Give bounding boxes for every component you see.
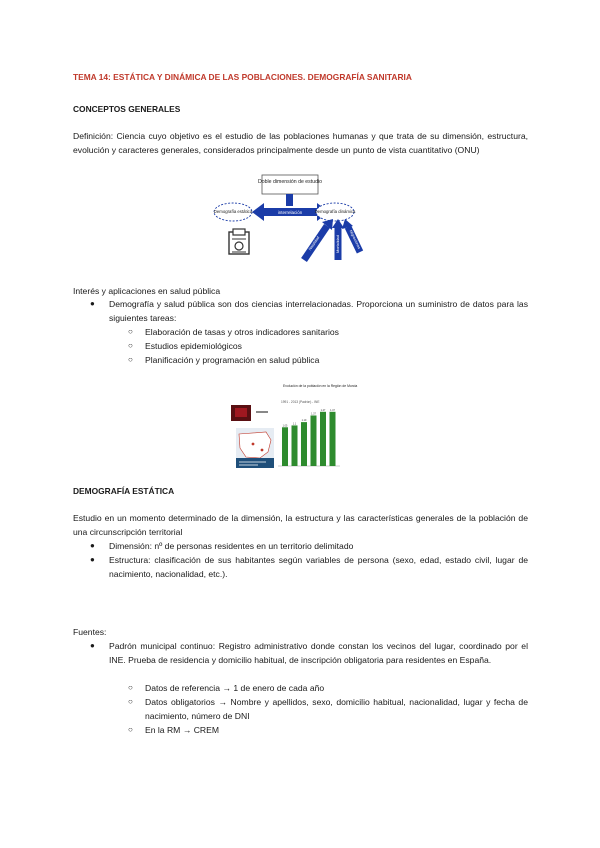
document-title: TEMA 14: ESTÁTICA Y DINÁMICA DE LAS POBLACIONES. DEMOGRAFÍA SANITARIA <box>73 72 412 82</box>
bar-value-label: 1.47 <box>320 408 326 412</box>
bullet-dot: ● <box>90 641 95 650</box>
sources-bullet-padron: Padrón municipal continuo: Registro administrativo donde constan los vecinos del lugar, coordinado por el INE. Prueba de residencia y domicilio habitual, de inscripción obligatoria para residentes en España. <box>109 641 528 665</box>
bar-1991 <box>282 427 288 466</box>
sources-subitem-1: Datos de referencia → 1 de enero de cada año <box>145 683 325 693</box>
static-label: Demografía estática <box>213 209 253 214</box>
mortality-label: Mortalidad <box>336 235 340 253</box>
sub-bullet-circle: ○ <box>128 355 133 364</box>
census-form-icon <box>226 228 252 256</box>
interest-subitem-2: Estudios epidemiológicos <box>145 341 242 351</box>
theater-photo <box>231 405 251 421</box>
sub-bullet-circle: ○ <box>128 341 133 350</box>
interest-subitem-3: Planificación y programación en salud pública <box>145 355 320 365</box>
bar-2011 <box>320 412 326 466</box>
sources-subitem-3: En la RM → CREM <box>145 725 220 735</box>
dimension-box-label: Doble dimensión de estudio <box>257 179 323 185</box>
bar-2001 <box>301 422 307 466</box>
population-bar-chart <box>276 383 358 469</box>
bar-value-label: 1.1 <box>292 422 297 426</box>
bullet-dot: ● <box>90 541 95 550</box>
bar-value-label: 1.05 <box>282 424 288 428</box>
chart-title-line: Evolución de la población en la Región de Murcia <box>283 384 358 388</box>
chart-subtitle: 1991 - 2013 (Padrón) - INE <box>281 400 320 404</box>
section-heading-conceptos: CONCEPTOS GENERALES <box>73 104 181 114</box>
sub-bullet-circle: ○ <box>128 683 133 692</box>
bar-value-label: 1.47 <box>330 408 335 412</box>
interest-bullet-text: Demografía y salud pública son dos ciencias interrelacionadas. Proporciona un suministro de datos para las siguientes tareas: <box>109 299 528 323</box>
photo-caption-line <box>256 411 268 413</box>
bullet-dot: ● <box>90 555 95 564</box>
connector-stem <box>286 194 293 206</box>
migration-label: Migraciones <box>348 229 362 250</box>
interest-subitem-1: Elaboración de tasas y otros indicadores sanitarios <box>145 327 339 337</box>
bar-1996 <box>292 425 298 466</box>
bar-2006 <box>311 415 317 466</box>
static-bullet-dimension: Dimensión: nº de personas residentes en un territorio delimitado <box>109 541 354 551</box>
bullet-dot: ● <box>90 299 95 308</box>
interest-heading: Interés y aplicaciones en salud pública <box>73 286 221 296</box>
bar-value-label: 1.19 <box>301 419 307 423</box>
static-bullet-structure: Estructura: clasificación de sus habitantes según variables de persona (sexo, edad, estado civil, lugar de nacimiento, nacionalidad, etc.). <box>109 555 528 579</box>
definition-paragraph: Definición: Ciencia cuyo objetivo es el estudio de las poblaciones humanas y que trata de su dimensión, estructura, evolución y caracteres generales, considerados principalmente desde un punto de vista cuantitativo (ONU) <box>73 131 528 155</box>
sources-subitem-2: Datos obligatorios → Nombre y apellidos, sexo, domicilio habitual, nacionalidad, lugar y fecha de nacimiento, número de DNI <box>145 697 528 721</box>
sub-bullet-circle: ○ <box>128 697 133 706</box>
dynamic-label: Demografía dinámica <box>314 209 356 214</box>
sub-bullet-circle: ○ <box>128 327 133 336</box>
static-intro: Estudio en un momento determinado de la dimensión, la estructura y las características generales de la población de una circunscripción territorial <box>73 513 528 537</box>
sub-bullet-circle: ○ <box>128 725 133 734</box>
bar-value-label: 1.37 <box>311 412 316 416</box>
sources-heading: Fuentes: <box>73 627 107 637</box>
section-heading-estatica: DEMOGRAFÍA ESTÁTICA <box>73 486 175 496</box>
natality-label: Natalidad <box>308 235 321 252</box>
interrelation-label: interrelación <box>277 210 303 215</box>
spain-map <box>236 428 274 468</box>
bar-2013 <box>330 412 336 466</box>
